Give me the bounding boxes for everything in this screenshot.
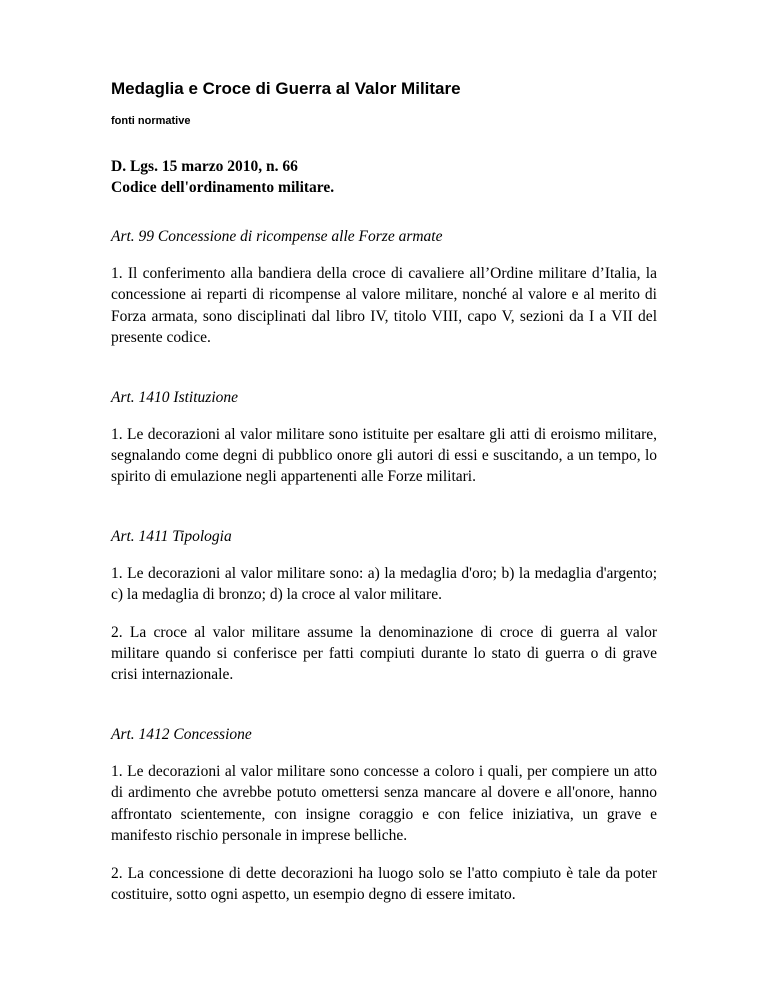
article-title: Art. 99 Concessione di ricompense alle Forze armate bbox=[111, 228, 443, 245]
article-paragraph: 1. Il conferimento alla bandiera della croce di cavaliere all’Ordine militare d’Italia, la concessione ai reparti di ricompense al valore militare, nonché al valore e al merito di Forza armata, sono disciplinati dal libro IV, titolo VIII, capo V, sezioni da I a VII del presente codice. bbox=[111, 265, 657, 347]
article-paragraph: 1. Le decorazioni al valor militare sono concesse a coloro i quali, per compiere un atto di ardimento che avrebbe potuto omettersi senza mancare al dovere e all'onore, hanno affrontato scientemente, con insigne coraggio e con felice iniziativa, un grave e manifesto rischio personale in imprese belliche. bbox=[111, 762, 657, 845]
article-title: Art. 1412 Concessione bbox=[111, 725, 252, 743]
article-1410 bbox=[111, 387, 657, 488]
article-title: Art. 1411 Tipologia bbox=[111, 527, 232, 545]
document-title: Medaglia e Croce di Guerra al Valor Militare bbox=[111, 79, 461, 98]
document-page bbox=[111, 70, 657, 905]
article-paragraph: 2. La croce al valor militare assume la denominazione di croce di guerra al valor militare quando si conferisce per fatti compiuti durante lo stato di guerra o di grave crisi internazionale. bbox=[111, 623, 657, 684]
article-paragraph: 2. La concessione di dette decorazioni ha luogo solo se l'atto compiuto è tale da poter costituire, sotto ogni aspetto, un esempio degno di essere imitato. bbox=[111, 864, 657, 903]
article-1412 bbox=[111, 724, 657, 905]
article-paragraph: 1. Le decorazioni al valor militare sono: a) la medaglia d'oro; b) la medaglia d'argento; c) la medaglia di bronzo; d) la croce al valor militare. bbox=[111, 564, 657, 604]
article-99 bbox=[111, 226, 657, 349]
article-1411 bbox=[111, 526, 657, 686]
law-reference bbox=[111, 156, 657, 198]
law-reference-line-1: D. Lgs. 15 marzo 2010, n. 66 bbox=[111, 158, 298, 175]
law-reference-line-2: Codice dell'ordinamento militare. bbox=[111, 179, 335, 196]
document-subtitle: fonti normative bbox=[111, 115, 191, 127]
article-paragraph: 1. Le decorazioni al valor militare sono istituite per esaltare gli atti di eroismo militare, segnalando come degni di pubblico onore gli autori di essi e suscitando, a un tempo, lo spirito di emulazione negli appartenenti alle Forze militari. bbox=[111, 425, 657, 486]
article-title: Art. 1410 Istituzione bbox=[111, 388, 239, 406]
